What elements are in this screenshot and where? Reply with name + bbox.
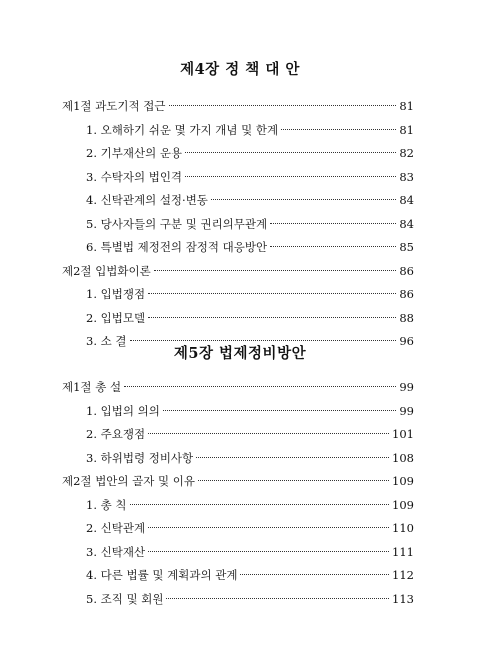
toc-entry-label: 2. 입법모델 [86,310,146,325]
toc-dot-leader [148,551,389,552]
toc-subsection-entry [62,494,414,518]
toc-subsection-entry [62,142,414,166]
toc-page-number: 101 [392,427,414,441]
toc-page-number: 82 [399,146,414,160]
toc-dot-leader [124,386,396,387]
toc-subsection-entry [62,447,414,471]
toc-page-number: 108 [392,450,414,465]
toc-entry-label: 3. 수탁자의 법인격 [86,169,183,184]
toc-page-number: 109 [392,497,414,512]
chapter-4-toc [62,95,414,354]
toc-subsection-entry [62,189,414,213]
toc-entry-label: 2. 신탁관계 [86,521,146,535]
toc-page-number: 111 [392,544,414,559]
toc-entry-label: 제1절 총 설 [62,380,122,394]
toc-entry-label: 제2절 법안의 골자 및 이유 [62,474,196,488]
toc-entry-label: 1. 오해하기 쉬운 몇 가지 개념 및 한계 [86,122,279,137]
toc-page-number: 113 [392,591,414,606]
toc-entry-label: 6. 특별법 제정전의 잠정적 대응방안 [86,240,268,254]
toc-subsection-entry [62,307,414,331]
toc-entry-label: 4. 신탁관계의 설정·변동 [86,193,208,207]
toc-page-number: 85 [399,240,414,254]
toc-page-number: 99 [399,380,414,394]
toc-entry-label: 1. 입법의 의의 [86,403,160,418]
toc-subsection-entry [62,400,414,424]
toc-page-number: 81 [399,122,414,137]
toc-dot-leader [185,152,396,153]
toc-page-number: 86 [399,287,414,301]
chapter-5-title: 제5장 법제정비방안 [173,345,307,362]
toc-dot-leader [240,574,389,575]
toc-page-number: 84 [399,216,414,231]
toc-dot-leader [270,246,396,247]
toc-entry-label: 3. 하위법령 정비사항 [86,450,194,465]
toc-section-entry [62,260,414,284]
toc-page-number: 84 [399,193,414,207]
toc-dot-leader [130,340,397,341]
toc-subsection-entry [62,588,414,612]
toc-dot-leader [154,270,397,271]
toc-dot-leader [270,223,396,224]
toc-dot-leader [281,129,396,130]
toc-section-entry [62,376,414,400]
toc-page-number: 112 [392,568,414,582]
toc-page-number: 96 [399,334,414,348]
toc-entry-label: 1. 입법쟁점 [86,287,146,301]
toc-entry-label: 제2절 입법화이론 [62,263,151,278]
toc-entry-label: 5. 당사자들의 구분 및 권리의무관계 [86,216,268,231]
toc-entry-label: 제1절 과도기적 접근 [62,99,166,113]
toc-dot-leader [166,598,389,599]
toc-dot-leader [148,317,396,318]
toc-subsection-entry [62,283,414,307]
toc-page-number: 81 [399,99,414,113]
toc-dot-leader [185,176,396,177]
toc-entry-label: 3. 소 결 [86,334,127,348]
toc-entry-label: 2. 기부재산의 운용 [86,146,183,160]
toc-entry-label: 2. 주요쟁점 [86,427,146,441]
toc-page-number: 86 [399,263,414,278]
toc-page-number: 88 [399,310,414,325]
toc-subsection-entry [62,423,414,447]
toc-dot-leader [130,504,390,505]
toc-dot-leader [163,410,397,411]
toc-page-number: 99 [399,403,414,418]
toc-section-entry [62,95,414,119]
chapter-4-title: 제4장 정 책 대 안 [180,61,300,78]
toc-entry-label: 3. 신탁재산 [86,544,146,559]
toc-subsection-entry [62,564,414,588]
toc-section-entry [62,470,414,494]
toc-subsection-entry [62,541,414,565]
toc-entry-label: 5. 조직 및 회원 [86,591,164,606]
toc-page-number: 109 [392,474,414,488]
toc-page-number: 110 [392,521,414,535]
chapter-5-toc [62,376,414,611]
toc-subsection-entry [62,517,414,541]
toc-entry-label: 1. 총 칙 [86,497,127,512]
toc-page-number: 83 [399,169,414,184]
toc-dot-leader [198,480,389,481]
toc-dot-leader [148,293,396,294]
toc-entry-label: 4. 다른 법률 및 계획과의 관계 [86,568,238,582]
toc-subsection-entry [62,236,414,260]
toc-subsection-entry [62,213,414,237]
toc-dot-leader [148,527,389,528]
toc-subsection-entry [62,166,414,190]
toc-dot-leader [196,457,389,458]
toc-dot-leader [148,433,389,434]
toc-dot-leader [169,105,397,106]
toc-subsection-entry [62,119,414,143]
toc-dot-leader [211,199,396,200]
